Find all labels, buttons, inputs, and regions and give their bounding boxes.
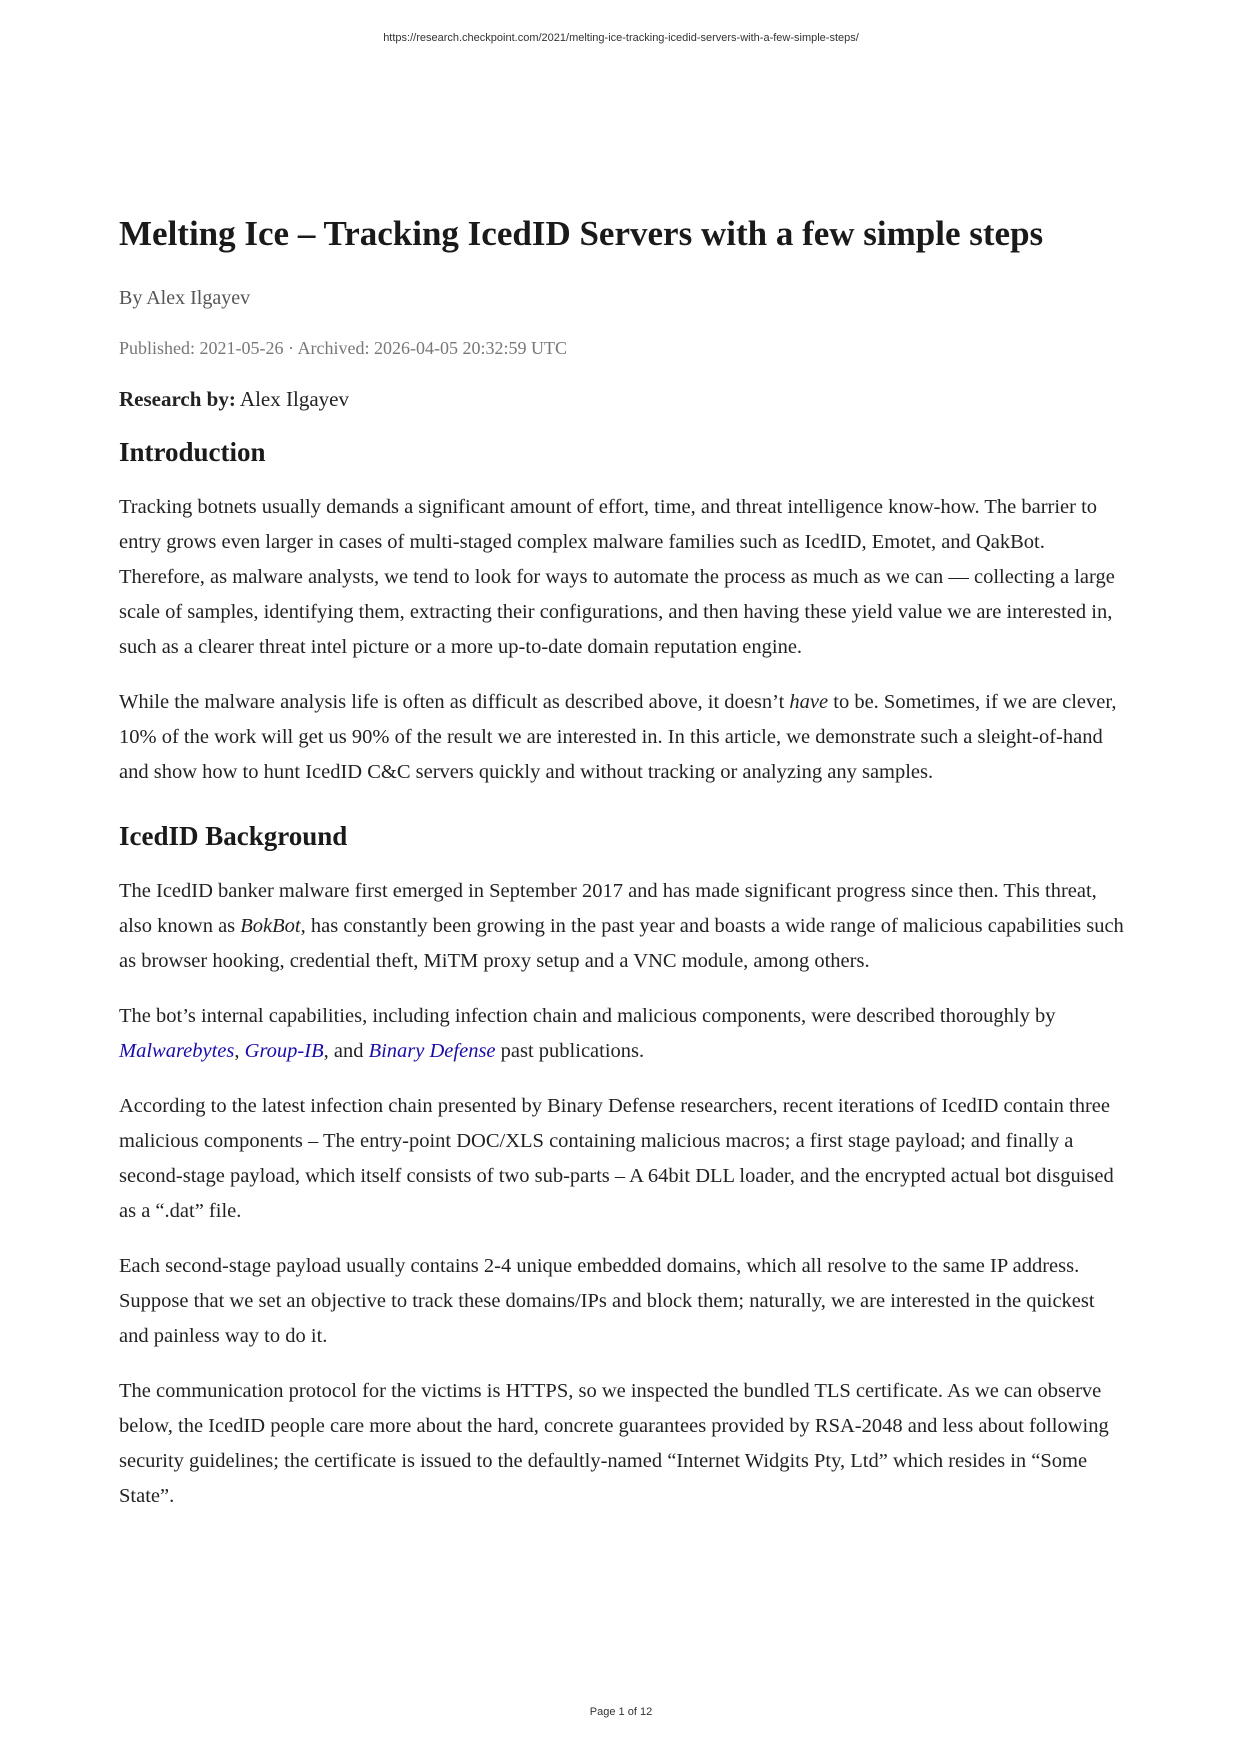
research-by [119,384,1124,414]
text: to be. Sometimes, if we are clever, 10% of the work will get us 90% of the result we are interested in. In this article, we demonstrate such a sleight-of-hand and show how to hunt IcedID C&C servers quickly and without tracking or analyzing any samples. [119,691,1117,783]
emphasis: BokBot [240,915,301,937]
article [119,212,1124,1534]
research-label: Research by: [119,387,236,411]
text: , and [323,1040,369,1062]
link-binary-defense[interactable]: Binary Defense [368,1040,496,1062]
text: The bot’s internal capabilities, including infection chain and malicious components, were described thoroughly by [119,1005,1056,1027]
text: While the malware analysis life is often as difficult as described above, it doesn’t [119,691,790,713]
paragraph: Each second-stage payload usually contains 2-4 unique embedded domains, which all resolve to the same IP address. Suppose that we set an objective to track these domains/IPs and block them; naturally, we are interested in the quickest and painless way to do it. [119,1255,1095,1347]
text: , [234,1040,245,1062]
paragraph [119,999,1124,1069]
text: , has constantly been growing in the past year and boasts a wide range of malicious capabilities such as browser hooking, credential theft, MiTM proxy setup and a VNC module, among others. [119,915,1124,972]
byline: By Alex Ilgayev [119,287,251,309]
page-number: Page 1 of 12 [589,1706,653,1718]
paragraph: According to the latest infection chain presented by Binary Defense researchers, recent iterations of IcedID contain three malicious components – The entry-point DOC/XLS containing malicious macros; a first stage payload; and finally a second-stage payload, which itself consists of two sub-parts – A 64bit DLL loader, and the encrypted actual bot disguised as a “.dat” file. [119,1095,1114,1222]
paragraph: Tracking botnets usually demands a significant amount of effort, time, and threat intelligence know-how. The barrier to entry grows even larger in cases of multi-staged complex malware families such as IcedID, Emotet, and QakBot. Therefore, as malware analysts, we tend to look for ways to automate the process as much as we can — collecting a large scale of samples, identifying them, extracting their configurations, and then having these yield value we are interested in, such as a clearer threat intel picture or a more up-to-date domain reputation engine. [119,496,1115,658]
link-malwarebytes[interactable]: Malwarebytes [119,1040,235,1062]
link-group-ib[interactable]: Group-IB [244,1040,324,1062]
paragraph: The communication protocol for the victims is HTTPS, so we inspected the bundled TLS certificate. As we can observe below, the IcedID people care more about the hard, concrete guarantees provided by RSA-2048 and less about following security guidelines; the certificate is issued to the defaultly-named “Internet Widgits Pty, Ltd” which resides in “Some State”. [119,1380,1109,1507]
paragraph [119,685,1124,790]
text: past publications. [495,1040,645,1062]
research-name: Alex Ilgayev [235,387,349,411]
page-title: Melting Ice – Tracking IcedID Servers with a few simple steps [119,214,1044,253]
page-url: https://research.checkpoint.com/2021/melting-ice-tracking-icedid-servers-with-a-few-simple-steps/ [383,32,859,44]
heading-background: IcedID Background [119,821,348,851]
publish-meta: Published: 2021-05-26 · Archived: 2026-04-05 20:32:59 UTC [119,338,567,358]
emphasis: have [789,691,829,713]
heading-introduction: Introduction [119,437,266,467]
paragraph [119,874,1124,979]
text: The IcedID banker malware first emerged in September 2017 and has made significant progress since then. This threat, also known as [119,880,1097,937]
